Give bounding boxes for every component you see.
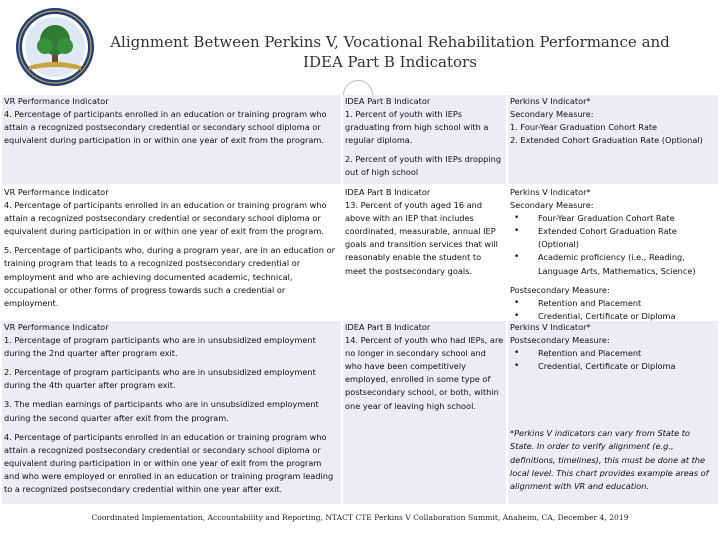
idea-cell xyxy=(343,186,506,319)
perkins-bullet-list xyxy=(510,297,716,323)
idea-cell xyxy=(343,95,506,184)
perkins-bullet: • Four-Year Graduation Cohort Rate xyxy=(538,212,716,225)
perkins-bullet: • Credential, Certificate or Diploma xyxy=(538,310,716,323)
idea-item: 1. Percent of youth with IEPs graduating from high school with a regular diploma. xyxy=(345,109,489,146)
perkins-bullet-list xyxy=(510,212,716,277)
idea-cell xyxy=(343,321,506,504)
page-title xyxy=(100,32,680,72)
idea-header: IDEA Part B Indicator xyxy=(345,322,431,332)
perkins-bullet: • Academic proficiency (i.e., Reading, Language Arts, Mathematics, Science) xyxy=(538,251,716,277)
vr-item: 2. Percentage of program participants who are in unsubsidized employment during the 4th quarter after program exit. xyxy=(4,367,316,391)
table-row xyxy=(2,321,718,504)
vr-item: 3. The median earnings of participants who are in unsubsidized employment during the second quarter after exit from the program. xyxy=(4,399,319,423)
perkins-footnote: *Perkins V indicators can vary from State to State. In order to verify alignment (e.g., definitions, timelines), this must be done at the local level. This chart provides example areas of alignment with VR and education. xyxy=(510,428,709,491)
perkins-header: Perkins V Indicator* xyxy=(510,96,591,106)
perkins-bullet: • Retention and Placement xyxy=(538,347,716,360)
vr-item: 5. Percentage of participants who, during a program year, are in an education or training program that leads to a recognized postsecondary credential or employment and who are achieving documented academic, technical, occupational or other forms of progress towards such a credential or employment. xyxy=(4,245,335,308)
vr-item: 4. Percentage of participants enrolled in an education or training program who attain a recognized postsecondary credential or secondary school diploma or equivalent during participation in or within one year of exit from the program and who were employed or enrolled in an education or training program leading to a recognized postsecondary credential within one year after exit. xyxy=(4,431,334,495)
perkins-subheader: Secondary Measure: xyxy=(510,200,594,211)
perkins-bullet-list xyxy=(510,347,716,373)
perkins-cell xyxy=(508,186,718,319)
idea-header: IDEA Part B Indicator xyxy=(345,187,431,197)
vr-item: 1. Percentage of program participants who are in unsubsidized employment during the 2nd quarter after program exit. xyxy=(4,335,316,359)
vr-cell xyxy=(2,95,341,184)
perkins-line: 1. Four-Year Graduation Cohort Rate xyxy=(510,122,658,133)
perkins-subheader: Postsecondary Measure: xyxy=(510,335,610,346)
idea-item: 2. Percent of youth with IEPs dropping out of high school xyxy=(345,154,502,178)
idea-header: IDEA Part B Indicator xyxy=(345,96,431,106)
table-row xyxy=(2,95,718,184)
idea-item: 13. Percent of youth aged 16 and above with an IEP that includes coordinated, measurable, annual IEP goals and transition services that will reasonably enable the student to meet the postsecondary goals. xyxy=(345,200,498,276)
department-of-education-seal-icon xyxy=(14,6,96,88)
vr-cell xyxy=(2,186,341,319)
vr-header: VR Performance Indicator xyxy=(4,96,109,106)
idea-item: 14. Percent of youth who had IEPs, are no longer in secondary school and who have been competitively employed, enrolled in some type of postsecondary school, or both, within one year of leaving high school. xyxy=(345,335,504,411)
vr-header: VR Performance Indicator xyxy=(4,322,109,332)
perkins-cell xyxy=(508,321,718,504)
perkins-subheader: Secondary Measure: xyxy=(510,109,594,120)
perkins-subheader: Postsecondary Measure: xyxy=(510,284,610,295)
perkins-bullet: • Credential, Certificate or Diploma xyxy=(538,360,716,373)
vr-item: 4. Percentage of participants enrolled in an education or training program who attain a recognized postsecondary credential or secondary school diploma or equivalent during participation in or within one year of exit from the program. xyxy=(4,109,327,146)
vr-header: VR Performance Indicator xyxy=(4,187,109,197)
title-line-2: IDEA Part B Indicators xyxy=(303,53,477,71)
perkins-header: Perkins V Indicator* xyxy=(510,322,591,332)
perkins-header: Perkins V Indicator* xyxy=(510,187,591,197)
page-footer: Coordinated Implementation, Accountability and Reporting, NTACT CTE Perkins V Collaboration Summit, Anaheim, CA, December 4, 2019 xyxy=(91,513,629,522)
title-line-1: Alignment Between Perkins V, Vocational Rehabilitation Performance and xyxy=(110,33,670,51)
table-row xyxy=(2,186,718,319)
vr-cell xyxy=(2,321,341,504)
vr-item: 4. Percentage of participants enrolled in an education or training program who attain a recognized postsecondary credential or secondary school diploma or equivalent during participation in or within one year of exit from the program. xyxy=(4,200,327,237)
perkins-line: 2. Extended Cohort Graduation Rate (Optional) xyxy=(510,135,703,146)
perkins-cell xyxy=(508,95,718,184)
perkins-bullet: • Extended Cohort Graduation Rate (Optional) xyxy=(538,225,716,251)
perkins-bullet: • Retention and Placement xyxy=(538,297,716,310)
